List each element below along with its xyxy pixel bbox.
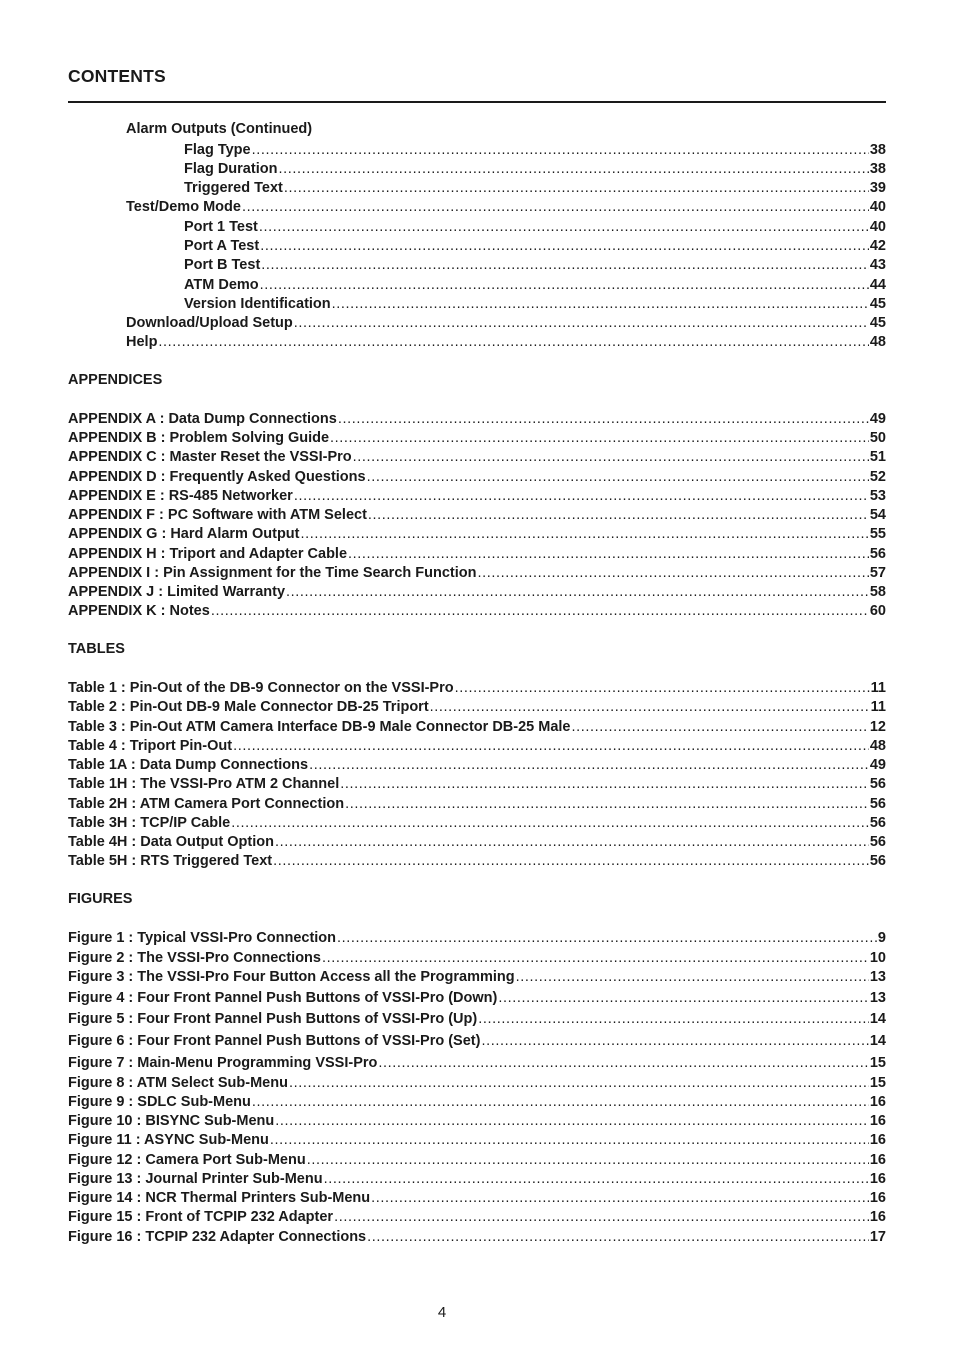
dot-leader <box>334 1208 869 1227</box>
toc-entry <box>68 698 886 717</box>
toc-entry-label: Table 3H : TCP/IP Cable <box>68 815 231 831</box>
toc-entry-page: 16 <box>869 1094 886 1110</box>
toc-entry <box>68 468 886 487</box>
dot-leader <box>294 314 869 333</box>
toc-entry <box>68 1151 886 1170</box>
section-heading-figures: FIGURES <box>68 891 133 907</box>
toc-entry-label: Table 2 : Pin-Out DB-9 Male Connector DB-25 Triport <box>68 699 429 715</box>
toc-entry-label: Table 4 : Triport Pin-Out <box>68 738 233 754</box>
toc-entry-label: ATM Demo <box>184 277 259 293</box>
dot-leader <box>498 989 869 1008</box>
toc-entry <box>68 1054 886 1073</box>
toc-entry-page: 15 <box>869 1075 886 1091</box>
toc-entry <box>68 968 886 987</box>
toc-entry <box>68 1093 886 1112</box>
toc-entry-page: 56 <box>869 546 886 562</box>
toc-entry-label: Figure 6 : Four Front Pannel Push Buttons of VSSI-Pro (Set) <box>68 1033 481 1049</box>
toc-entry-page: 48 <box>869 334 886 350</box>
toc-entry-label: Help <box>126 334 158 350</box>
toc-entry <box>126 198 886 217</box>
dot-leader <box>300 525 868 544</box>
toc-entry-label: Table 4H : Data Output Option <box>68 834 274 850</box>
dot-leader <box>340 775 869 794</box>
toc-entry-page: 52 <box>869 469 886 485</box>
toc-entry-page: 15 <box>869 1055 886 1071</box>
toc-entry-label: Figure 13 : Journal Printer Sub-Menu <box>68 1171 323 1187</box>
toc-entry-label: Download/Upload Setup <box>126 315 293 331</box>
dot-leader <box>307 1151 869 1170</box>
toc-entry-label: Figure 5 : Four Front Pannel Push Buttons of VSSI-Pro (Up) <box>68 1011 478 1027</box>
toc-entry <box>68 506 886 525</box>
toc-entry-page: 56 <box>869 796 886 812</box>
dot-leader <box>309 756 869 775</box>
toc-entry <box>126 314 886 333</box>
toc-entry-label: Triggered Text <box>184 180 283 196</box>
toc-entry-label: Figure 2 : The VSSI-Pro Connections <box>68 950 321 966</box>
toc-entry <box>68 756 886 775</box>
dot-leader <box>260 237 869 256</box>
toc-entry <box>184 295 886 314</box>
toc-entry-page: 45 <box>869 296 886 312</box>
toc-entry <box>68 525 886 544</box>
toc-entry <box>184 237 886 256</box>
dot-leader <box>367 1228 869 1247</box>
toc-entry <box>68 1208 886 1227</box>
dot-leader <box>368 506 869 525</box>
toc-entry-label: Figure 7 : Main-Menu Programming VSSI-Pro <box>68 1055 378 1071</box>
toc-entry <box>184 179 886 198</box>
toc-entry-label: Port B Test <box>184 257 261 273</box>
toc-entry-page: 16 <box>869 1190 886 1206</box>
toc-entry <box>126 333 886 352</box>
dot-leader <box>345 795 869 814</box>
dot-leader <box>273 852 869 871</box>
toc-entry-label: Table 1 : Pin-Out of the DB-9 Connector on the VSSI-Pro <box>68 680 454 696</box>
dot-leader <box>330 429 869 448</box>
dot-leader <box>348 545 869 564</box>
title-divider <box>68 101 886 103</box>
toc-entry-page: 53 <box>869 488 886 504</box>
page-title: CONTENTS <box>68 66 166 86</box>
dot-leader <box>289 1074 869 1093</box>
toc-entry <box>68 1074 886 1093</box>
toc-entry-label: Figure 10 : BISYNC Sub-Menu <box>68 1113 275 1129</box>
toc-entry-page: 38 <box>869 161 886 177</box>
toc-entry <box>68 737 886 756</box>
dot-leader <box>477 564 868 583</box>
dot-leader <box>516 968 869 987</box>
dot-leader <box>367 468 869 487</box>
toc-entry-label: Version Identification <box>184 296 331 312</box>
toc-entry <box>184 218 886 237</box>
toc-entry <box>68 718 886 737</box>
dot-leader <box>275 833 869 852</box>
toc-entry-label: APPENDIX H : Triport and Adapter Cable <box>68 546 348 562</box>
toc-entry <box>184 160 886 179</box>
dot-leader <box>231 814 869 833</box>
dot-leader <box>259 218 869 237</box>
toc-entry-page: 11 <box>870 680 886 696</box>
toc-entry-label: Figure 4 : Four Front Pannel Push Buttons of VSSI-Pro (Down) <box>68 990 498 1006</box>
toc-entry-label: APPENDIX E : RS-485 Networker <box>68 488 293 504</box>
dot-leader <box>324 1170 869 1189</box>
toc-entry <box>68 814 886 833</box>
dot-leader <box>430 698 870 717</box>
toc-entry-label: Table 2H : ATM Camera Port Connection <box>68 796 345 812</box>
toc-entry <box>68 1112 886 1131</box>
toc-entry <box>68 564 886 583</box>
dot-leader <box>284 179 869 198</box>
toc-entry-label: Table 1A : Data Dump Connections <box>68 757 309 773</box>
toc-entry-label: Table 3 : Pin-Out ATM Camera Interface DB-9 Male Connector DB-25 Male <box>68 719 571 735</box>
toc-entry-label: Figure 15 : Front of TCPIP 232 Adapter <box>68 1209 334 1225</box>
toc-entry-label: Figure 11 : ASYNC Sub-Menu <box>68 1132 269 1148</box>
toc-entry-label: Figure 8 : ATM Select Sub-Menu <box>68 1075 288 1091</box>
toc-entry-label: Table 5H : RTS Triggered Text <box>68 853 273 869</box>
toc-entry <box>184 276 886 295</box>
dot-leader <box>275 1112 869 1131</box>
toc-entry-page: 9 <box>877 930 886 946</box>
toc-entry-label: Figure 16 : TCPIP 232 Adapter Connections <box>68 1229 367 1245</box>
section-heading-tables: TABLES <box>68 641 125 657</box>
toc-entry <box>68 929 886 948</box>
toc-entry <box>68 429 886 448</box>
dot-leader <box>252 1093 869 1112</box>
toc-entry-page: 48 <box>869 738 886 754</box>
toc-entry-page: 40 <box>869 199 886 215</box>
dot-leader <box>286 583 869 602</box>
toc-entry <box>184 256 886 275</box>
section-heading-appendices: APPENDICES <box>68 372 163 388</box>
toc-entry-page: 56 <box>869 815 886 831</box>
toc-entry-page: 12 <box>869 719 886 735</box>
toc-entry-page: 56 <box>869 853 886 869</box>
dot-leader <box>572 718 869 737</box>
toc-entry-page: 13 <box>869 969 886 985</box>
toc-entry <box>68 1032 886 1051</box>
toc-entry-page: 39 <box>869 180 886 196</box>
toc-entry-page: 60 <box>869 603 886 619</box>
toc-entry-page: 57 <box>869 565 886 581</box>
section-heading-alarm-outputs: Alarm Outputs (Continued) <box>126 121 313 137</box>
toc-entry <box>68 448 886 467</box>
toc-entry <box>68 775 886 794</box>
toc-entry-page: 16 <box>869 1171 886 1187</box>
toc-entry-label: Flag Type <box>184 142 251 158</box>
dot-leader <box>455 679 870 698</box>
toc-entry-page: 44 <box>869 277 886 293</box>
toc-entry-page: 43 <box>869 257 886 273</box>
toc-entry-page: 11 <box>870 699 886 715</box>
toc-entry-page: 42 <box>869 238 886 254</box>
toc-entry-page: 10 <box>869 950 886 966</box>
dot-leader <box>371 1189 869 1208</box>
dot-leader <box>260 276 869 295</box>
dot-leader <box>332 295 869 314</box>
dot-leader <box>252 141 869 160</box>
dot-leader <box>353 448 869 467</box>
toc-entry-label: APPENDIX A : Data Dump Connections <box>68 411 337 427</box>
dot-leader <box>478 1010 869 1029</box>
dot-leader <box>233 737 869 756</box>
toc-entry <box>68 989 886 1008</box>
toc-entry-page: 16 <box>869 1209 886 1225</box>
toc-entry-page: 54 <box>869 507 886 523</box>
toc-entry <box>68 949 886 968</box>
dot-leader <box>378 1054 868 1073</box>
dot-leader <box>261 256 869 275</box>
toc-entry-label: Figure 9 : SDLC Sub-Menu <box>68 1094 251 1110</box>
dot-leader <box>481 1032 868 1051</box>
toc-entry-page: 14 <box>869 1033 886 1049</box>
toc-entry <box>68 679 886 698</box>
toc-entry <box>68 1228 886 1247</box>
toc-entry-page: 13 <box>869 990 886 1006</box>
toc-entry-page: 50 <box>869 430 886 446</box>
toc-entry-page: 49 <box>869 411 886 427</box>
toc-entry <box>68 1131 886 1150</box>
dot-leader <box>294 487 869 506</box>
dot-leader <box>158 333 868 352</box>
toc-entry-page: 16 <box>869 1132 886 1148</box>
toc-entry <box>68 795 886 814</box>
toc-entry <box>68 833 886 852</box>
toc-entry <box>68 852 886 871</box>
toc-entry-page: 58 <box>869 584 886 600</box>
toc-entry-page: 38 <box>869 142 886 158</box>
toc-entry-label: APPENDIX I : Pin Assignment for the Time Search Function <box>68 565 477 581</box>
toc-entry-label: APPENDIX C : Master Reset the VSSI-Pro <box>68 449 352 465</box>
toc-entry-label: APPENDIX J : Limited Warranty <box>68 584 286 600</box>
toc-entry-page: 45 <box>869 315 886 331</box>
toc-entry-page: 14 <box>869 1011 886 1027</box>
toc-entry-label: Table 1H : The VSSI-Pro ATM 2 Channel <box>68 776 340 792</box>
dot-leader <box>242 198 869 217</box>
toc-entry-label: APPENDIX K : Notes <box>68 603 210 619</box>
toc-entry-page: 49 <box>869 757 886 773</box>
toc-entry <box>184 141 886 160</box>
toc-entry-page: 40 <box>869 219 886 235</box>
toc-entry-label: APPENDIX F : PC Software with ATM Select <box>68 507 367 523</box>
toc-entry <box>68 545 886 564</box>
toc-entry-page: 56 <box>869 776 886 792</box>
toc-entry-label: Port A Test <box>184 238 260 254</box>
toc-entry <box>68 410 886 429</box>
toc-entry <box>68 1010 886 1029</box>
toc-entry-page: 16 <box>869 1152 886 1168</box>
toc-entry-label: Flag Duration <box>184 161 278 177</box>
dot-leader <box>337 929 877 948</box>
toc-entry <box>68 1189 886 1208</box>
toc-entry-label: Figure 1 : Typical VSSI-Pro Connection <box>68 930 337 946</box>
dot-leader <box>270 1131 869 1150</box>
toc-entry-page: 17 <box>869 1229 886 1245</box>
toc-entry-label: APPENDIX G : Hard Alarm Output <box>68 526 300 542</box>
toc-entry <box>68 602 886 621</box>
dot-leader <box>211 602 869 621</box>
dot-leader <box>322 949 869 968</box>
toc-entry-page: 51 <box>869 449 886 465</box>
page-number: 4 <box>437 1304 447 1321</box>
dot-leader <box>338 410 869 429</box>
toc-entry-label: Figure 14 : NCR Thermal Printers Sub-Menu <box>68 1190 371 1206</box>
toc-entry-page: 16 <box>869 1113 886 1129</box>
toc-entry <box>68 583 886 602</box>
toc-entry-label: Test/Demo Mode <box>126 199 241 215</box>
toc-entry <box>68 1170 886 1189</box>
toc-entry-label: APPENDIX D : Frequently Asked Questions <box>68 469 366 485</box>
toc-entry-label: Figure 3 : The VSSI-Pro Four Button Access all the Programming <box>68 969 515 985</box>
toc-entry <box>68 487 886 506</box>
dot-leader <box>278 160 868 179</box>
toc-entry-label: APPENDIX B : Problem Solving Guide <box>68 430 330 446</box>
toc-entry-label: Port 1 Test <box>184 219 258 235</box>
toc-entry-label: Figure 12 : Camera Port Sub-Menu <box>68 1152 306 1168</box>
toc-entry-page: 55 <box>869 526 886 542</box>
toc-entry-page: 56 <box>869 834 886 850</box>
